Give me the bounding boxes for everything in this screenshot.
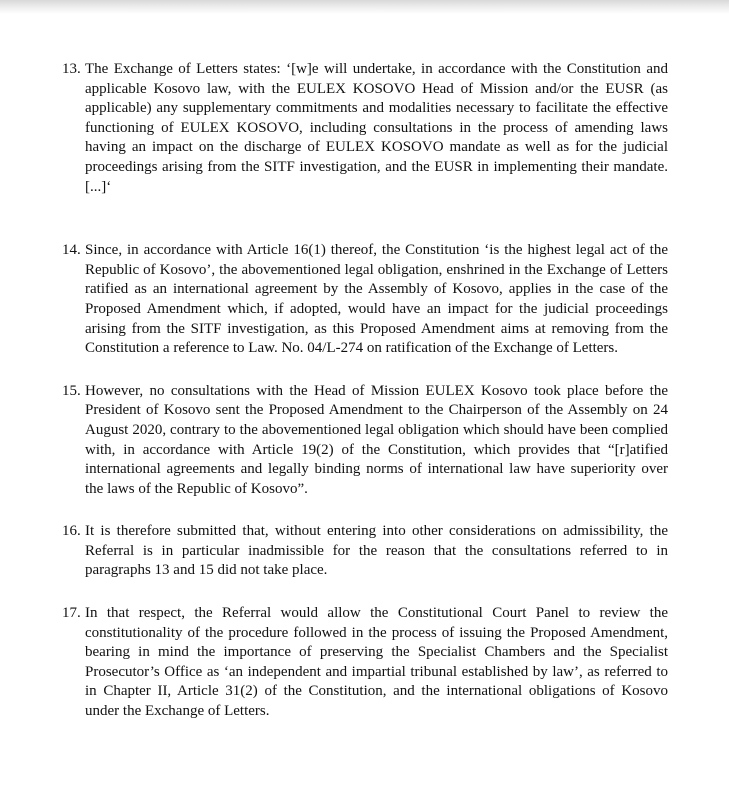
- paragraph-15: [62, 382, 668, 500]
- paragraph-number: 17.: [62, 605, 81, 622]
- paragraph-13: [62, 60, 668, 197]
- paragraph-text: However, no consultations with the Head of Mission EULEX Kosovo took place before the President of Kosovo sent the Proposed Amendment to the Chairperson of the Assembly on 24 August 2020, contrary to the abovementioned legal obligation which should have been complied with, in accordance with Article 19(2) of the Constitution, which provides that “[r]atified international agreements and legally binding norms of international law have superiority over the laws of the Republic of Kosovo”.: [85, 382, 668, 497]
- paragraph-text: In that respect, the Referral would allow the Constitutional Court Panel to review the constitutionality of the procedure followed in the process of issuing the Proposed Amendment, bearing in mind the importance of preserving the Specialist Chambers and the Specialist Prosecutor’s Office as ‘an independent and impartial tribunal established by law’, as referred to in Chapter II, Article 31(2) of the Constitution, and the international obligations of Kosovo under the Exchange of Letters.: [85, 605, 668, 720]
- paragraph-17: [62, 604, 668, 722]
- paragraph-number: 13.: [62, 61, 81, 77]
- paragraph-number: 16.: [62, 523, 81, 540]
- paragraph-number: 14.: [62, 242, 81, 259]
- paragraph-number: 15.: [62, 382, 81, 399]
- paragraph-text: The Exchange of Letters states: ‘[w]e will undertake, in accordance with the Constitution and applicable Kosovo law, with the EULEX KOSOVO Head of Mission and/or the EUSR (as applicable) any supplementary commitments and modalities necessary to facilitate the effective functioning of EULEX KOSOVO, including consultations in the process of amending laws having an impact on the discharge of EULEX KOSOVO mandate as well as for the judicial proceedings arising from the SITF investigation, and the EUSR in implementing their mandate. [...]‘: [85, 61, 668, 195]
- paragraph-text: It is therefore submitted that, without entering into other considerations on admissibility, the Referral is in particular inadmissible for the reason that the consultations referred to in paragraphs 13 and 15 did not take place.: [85, 523, 668, 579]
- window-top-shadow: [0, 0, 729, 14]
- paragraph-text: Since, in accordance with Article 16(1) thereof, the Constitution ‘is the highest legal act of the Republic of Kosovo’, the abovementioned legal obligation, enshrined in the Exchange of Letters ratified as an international agreement by the Assembly of Kosovo, applies in the case of the Proposed Amendment which, if adopted, would have an impact for the judicial proceedings arising from the SITF investigation, as this Proposed Amendment aims at removing from the Constitution a reference to Law. No. 04/L-274 on ratification of the Exchange of Letters.: [85, 242, 668, 357]
- paragraph-16: [62, 522, 668, 581]
- document-page: [62, 60, 668, 722]
- paragraph-14: [62, 241, 668, 359]
